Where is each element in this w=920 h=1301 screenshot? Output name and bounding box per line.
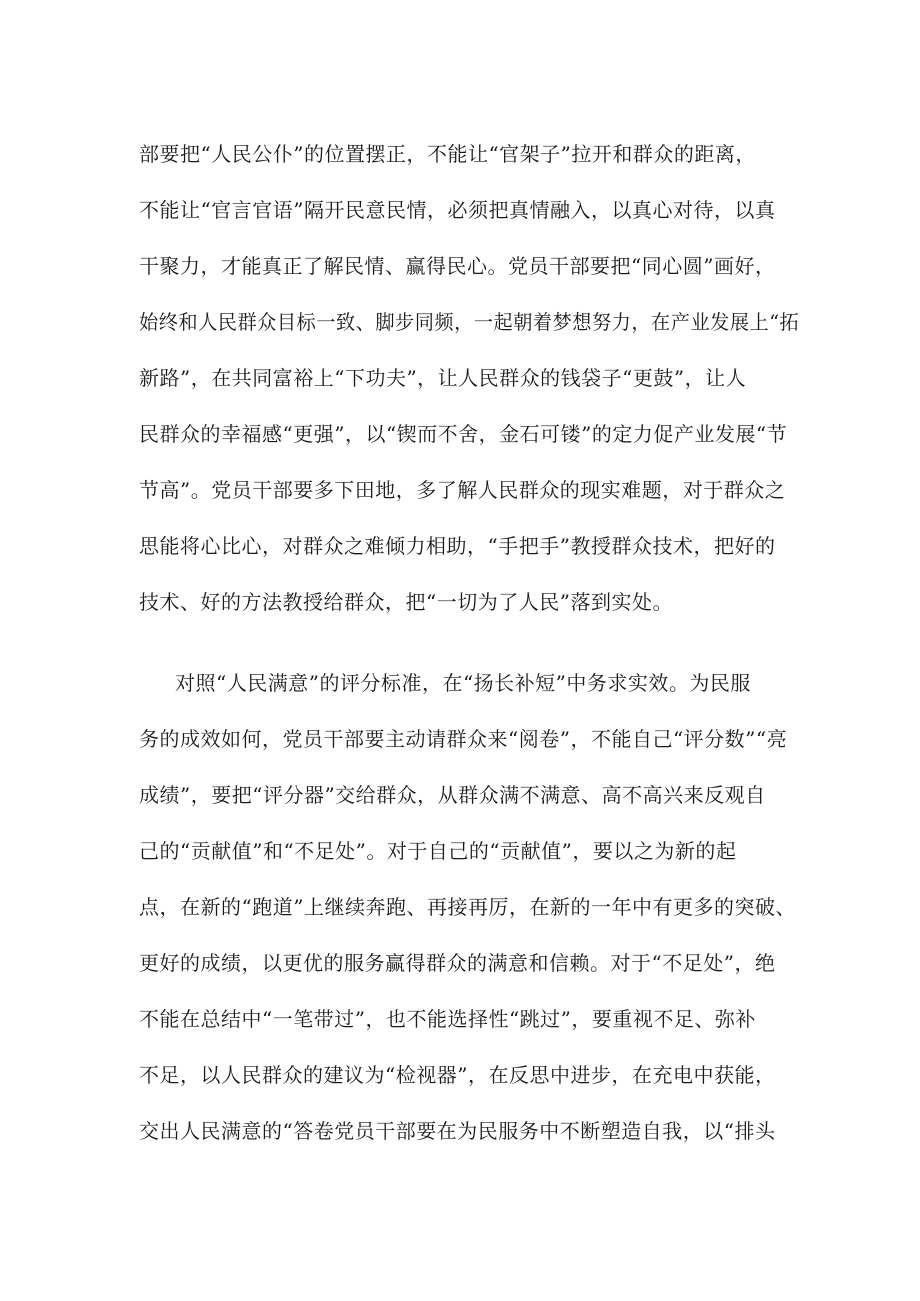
paragraph-2-line-7: 不能在总结中“一笔带过”，也不能选择性“跳过”，要重视不足、弥补: [139, 1007, 756, 1031]
paragraph-1-line-3: 干聚力，才能真正了解民情、赢得民心。党员干部要把“同心圆”画好，: [139, 254, 776, 278]
paragraph-1-line-1: 部要把“人民公仆”的位置摆正，不能让“官架子”拉开和群众的距离，: [139, 142, 756, 166]
paragraph-2-line-3: 成绩”，要把“评分器”交给群众，从群众满不满意、高不高兴来反观自: [139, 783, 766, 807]
paragraph-2-line-5: 点，在新的“跑道”上继续奔跑、再接再厉，在新的一年中有更多的突破、: [139, 895, 796, 919]
paragraph-2-line-4: 己的“贡献值”和“不足处”。对于自己的“贡献值”，要以之为新的起: [139, 839, 737, 863]
paragraph-1-line-8: 思能将心比心，对群众之难倾力相助，“手把手”教授群众技术，把好的: [139, 534, 776, 558]
paragraph-2-line-1: 对照“人民满意”的评分标准，在“扬长补短”中务求实效。为民服: [175, 671, 751, 695]
paragraph-2-line-6: 更好的成绩，以更优的服务赢得群众的满意和信赖。对于“不足处”，绝: [139, 951, 776, 975]
paragraph-2-line-2: 务的成效如何，党员干部要主动请群众来“阅卷”，不能自己“评分数”“亮: [139, 727, 788, 751]
paragraph-1-line-4: 始终和人民群众目标一致、脚步同频，一起朝着梦想努力，在产业发展上“拓: [139, 310, 800, 334]
paragraph-2-line-8: 不足，以人民群众的建议为“检视器”，在反思中进步，在充电中获能，: [139, 1063, 776, 1087]
paragraph-1-line-9: 技术、好的方法教授给群众，把“一切为了人民”落到实处。: [139, 590, 673, 614]
paragraph-1-line-2: 不能让“官言官语”隔开民意民情，必须把真情融入，以真心对待，以真: [139, 198, 776, 222]
paragraph-2-line-9: 交出人民满意的“答卷党员干部要在为民服务中不断塑造自我，以“排头: [139, 1119, 776, 1143]
paragraph-1-line-5: 新路”，在共同富裕上“下功夫”，让人民群众的钱袋子“更鼓”，让人: [139, 366, 747, 390]
paragraph-1-line-7: 节高”。党员干部要多下田地，多了解人民群众的现实难题，对于群众之: [139, 478, 786, 502]
paragraph-1-line-6: 民群众的幸福感“更强”，以“锲而不舍，金石可镂”的定力促产业发展“节: [139, 422, 788, 446]
